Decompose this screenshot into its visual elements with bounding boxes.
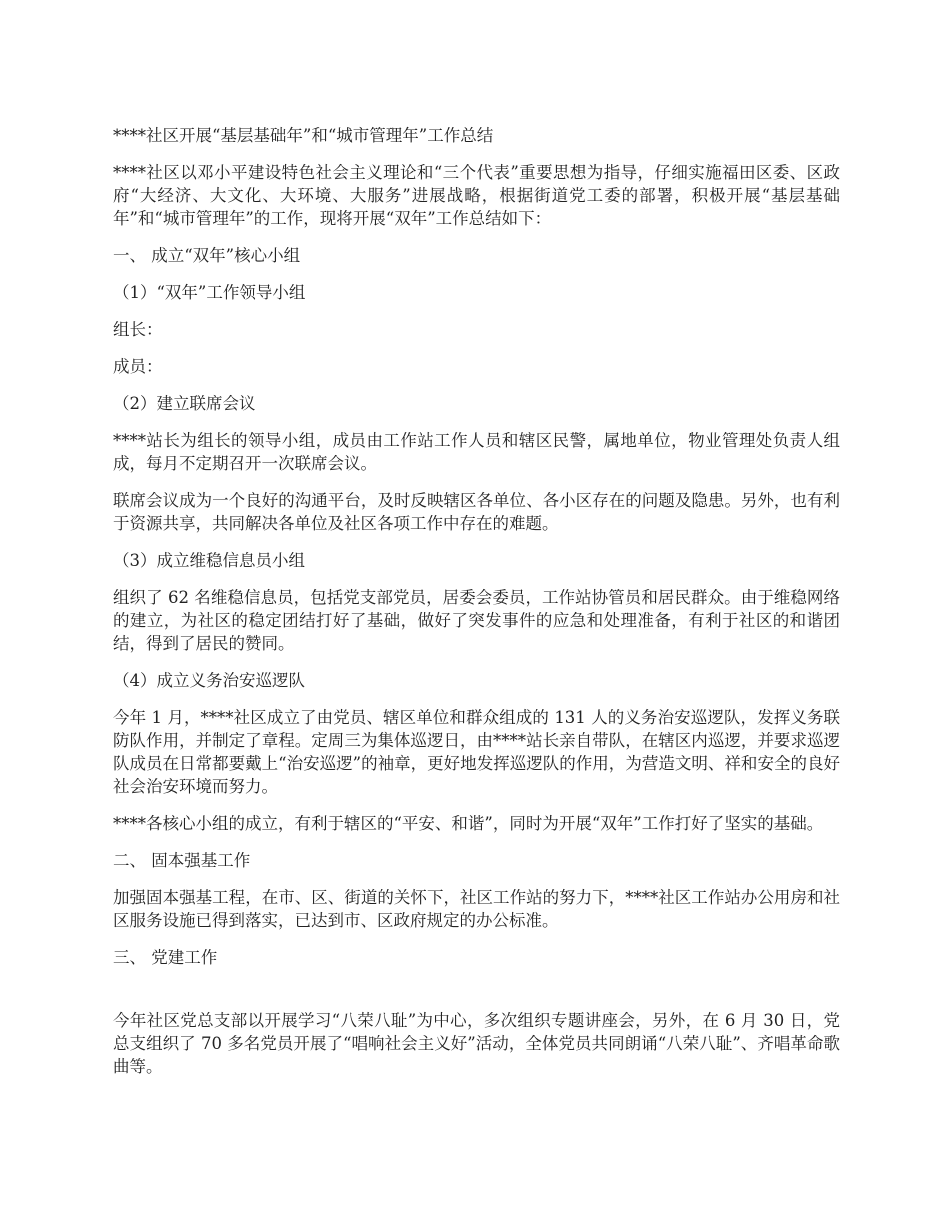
intro-paragraph: ****社区以邓小平建设特色社会主义理论和“三个代表”重要思想为指导，仔细实施福田区委、区政府“大经济、大文化、大环境、大服务”进展战略，根据街道党工委的部署，积极开展“基层基础年”和“城市管理年”的工作，现将开展“双年”工作总结如下： — [113, 163, 840, 228]
document-title: ****社区开展“基层基础年”和“城市管理年”工作总结 — [113, 126, 494, 145]
leader-line: 组长： — [113, 320, 163, 339]
subheading-3: （3）成立维稳信息员小组 — [113, 551, 305, 570]
section-heading-3: 三、 党建工作 — [113, 948, 218, 967]
paragraph-communication-platform: 联席会议成为一个良好的沟通平台，及时反映辖区各单位、各小区存在的问题及隐患。另外，也有利于资源共享，共同解决各单位及社区各项工作中存在的难题。 — [113, 491, 840, 533]
paragraph-core-groups: ****各核心小组的成立，有利于辖区的“平安、和谐”，同时为开展“双年”工作打好了坚实的基础。 — [113, 814, 824, 833]
document-body — [113, 124, 840, 1092]
section-heading-1: 一、 成立“双年”核心小组 — [113, 246, 301, 265]
paragraph-joint-meeting: ****站长为组长的领导小组，成员由工作站工作人员和辖区民警，属地单位，物业管理处负责人组成，每月不定期召开一次联席会议。 — [113, 431, 840, 473]
paragraph-stability-informants: 组织了 62 名维稳信息员，包括党支部党员，居委会委员，工作站协管员和居民群众。由于维稳网络的建立，为社区的稳定团结打好了基础，做好了突发事件的应急和处理准备，有利于社区的和谐团结，得到了居民的赞同。 — [113, 588, 840, 653]
subheading-4: （4）成立义务治安巡逻队 — [113, 671, 305, 690]
paragraph-patrol-team: 今年 1 月，****社区成立了由党员、辖区单位和群众组成的 131 人的义务治安巡逻队，发挥义务联防队作用，并制定了章程。定周三为集体巡逻日，由****站长亲自带队，在辖区内巡逻，并要求巡逻队成员在日常都要戴上“治安巡逻”的袖章，更好地发挥巡逻队的作用，为营造文明、祥和安全的良好社会治安环境而努力。 — [113, 708, 840, 796]
paragraph-party-building: 今年社区党总支部以开展学习“八荣八耻”为中心，多次组织专题讲座会，另外，在 6 月 30 日，党总支组织了 70 多名党员开展了“唱响社会主义好”活动，全体党员共同朗诵“八荣八耻”、齐唱革命歌曲等。 — [113, 1011, 840, 1076]
members-line: 成员： — [113, 357, 163, 376]
subheading-2: （2）建立联席会议 — [113, 394, 256, 413]
paragraph-foundation-work: 加强固本强基工程，在市、区、街道的关怀下，社区工作站的努力下，****社区工作站办公用房和社区服务设施已得到落实，已达到市、区政府规定的办公标准。 — [113, 888, 840, 930]
subheading-1: （1）“双年”工作领导小组 — [113, 283, 306, 302]
section-heading-2: 二、 固本强基工作 — [113, 851, 251, 870]
